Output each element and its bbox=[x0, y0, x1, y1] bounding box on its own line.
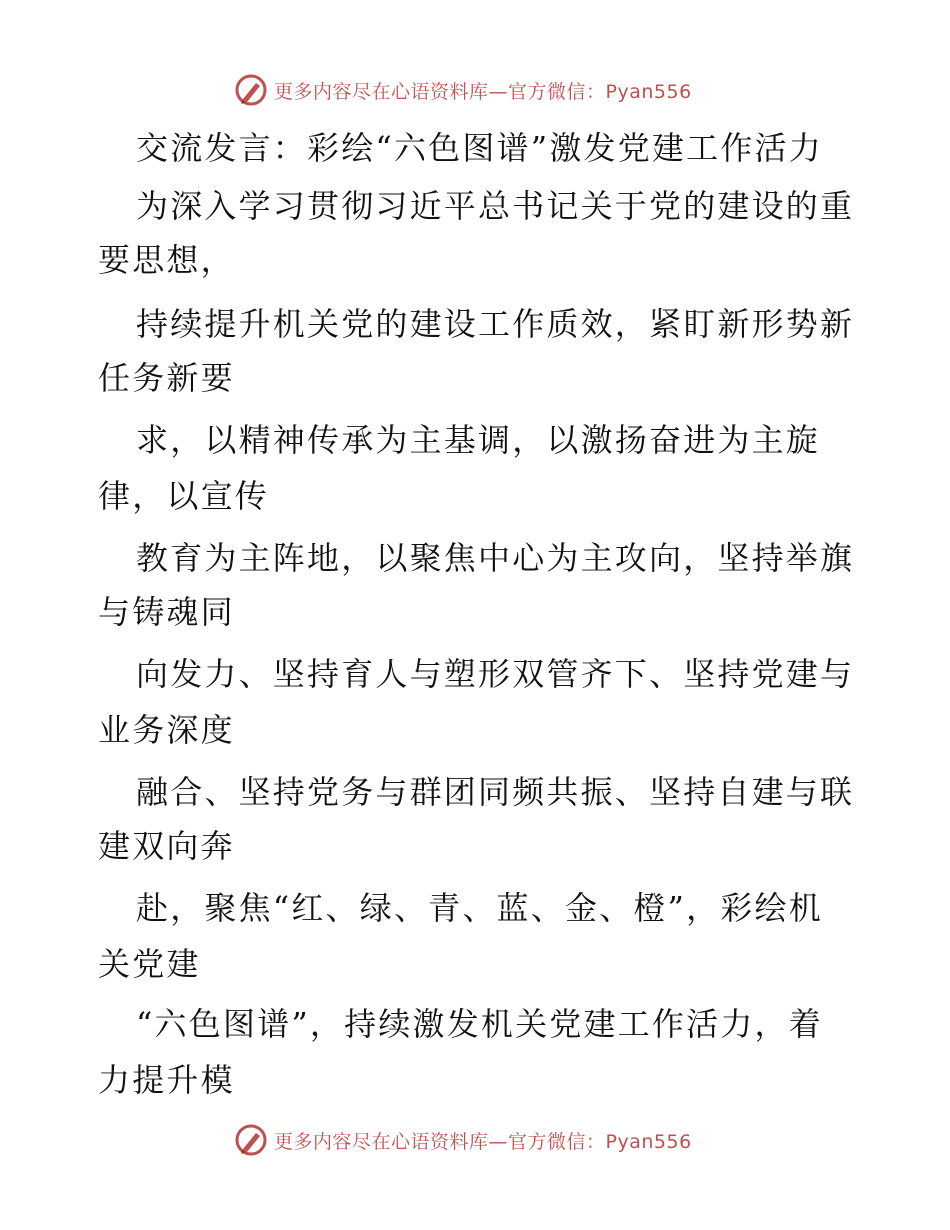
paragraph-line: 向发力、坚持育人与塑形双管齐下、坚持党建与 bbox=[136, 655, 855, 693]
paragraph-line: 业务深度 bbox=[98, 711, 235, 749]
header-watermark bbox=[234, 72, 692, 108]
paragraph-line: 赴，聚焦“红、绿、青、蓝、金、橙”，彩绘机 bbox=[136, 889, 823, 927]
footer-watermark bbox=[234, 1122, 692, 1158]
paragraph-line: 关党建 bbox=[98, 945, 201, 983]
watermark-text: 更多内容尽在心语资料库—官方微信：Pyan556 bbox=[274, 80, 692, 103]
watermark-text: 更多内容尽在心语资料库—官方微信：Pyan556 bbox=[274, 1130, 692, 1153]
paragraph-line: 持续提升机关党的建设工作质效，紧盯新形势新 bbox=[136, 305, 855, 343]
paragraph-line: 要思想， bbox=[98, 241, 235, 279]
pen-logo-icon bbox=[234, 73, 268, 107]
paragraph-line: 建双向奔 bbox=[98, 827, 235, 865]
paragraph-line: 求，以精神传承为主基调，以激扬奋进为主旋 bbox=[136, 421, 821, 459]
paragraph-line: 为深入学习贯彻习近平总书记关于党的建设的重 bbox=[136, 187, 855, 225]
paragraph-line: 任务新要 bbox=[98, 359, 235, 397]
paragraph-line: “六色图谱”，持续激发机关党建工作活力，着 bbox=[136, 1005, 823, 1043]
document-title: 交流发言：彩绘“六色图谱”激发党建工作活力 bbox=[136, 129, 823, 167]
paragraph-line: 教育为主阵地，以聚焦中心为主攻向，坚持举旗 bbox=[136, 539, 855, 577]
pen-logo-icon bbox=[234, 1123, 268, 1157]
paragraph-line: 力提升模 bbox=[98, 1061, 235, 1099]
paragraph-line: 与铸魂同 bbox=[98, 593, 235, 631]
paragraph-line: 律，以宣传 bbox=[98, 477, 270, 515]
paragraph-line: 融合、坚持党务与群团同频共振、坚持自建与联 bbox=[136, 773, 855, 811]
